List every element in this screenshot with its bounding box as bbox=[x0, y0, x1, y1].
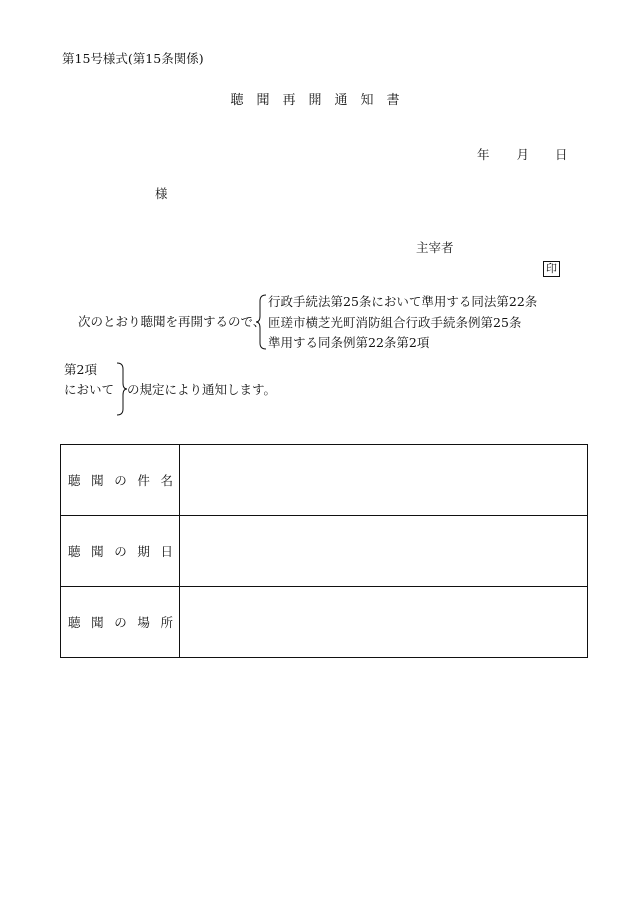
row-label-subject bbox=[61, 445, 180, 516]
presider-label: 主宰者 bbox=[416, 240, 454, 255]
brace2-line-1: 第2項 bbox=[64, 362, 97, 377]
row-label-date bbox=[61, 516, 180, 587]
row-value-subject[interactable] bbox=[180, 445, 588, 516]
label-char: 聞 bbox=[91, 473, 104, 488]
label-char: 所 bbox=[160, 615, 173, 630]
label-char: 聴 bbox=[68, 473, 81, 488]
addressee-suffix: 様 bbox=[155, 186, 168, 201]
option-line-2: 匝瑳市横芝光町消防組合行政手続条例第25条 bbox=[268, 315, 522, 330]
label-char: の bbox=[114, 615, 127, 630]
label-char: の bbox=[114, 544, 127, 559]
label-char: 聴 bbox=[68, 615, 81, 630]
label-char: 日 bbox=[160, 544, 173, 559]
brace2-line-2: において bbox=[64, 382, 115, 397]
date-day: 日 bbox=[555, 147, 568, 162]
option-line-3: 準用する同条例第22条第2項 bbox=[268, 335, 430, 350]
label-char: 聴 bbox=[68, 544, 81, 559]
document-title: 聴 聞 再 開 通 知 書 bbox=[230, 93, 400, 108]
label-char: の bbox=[114, 473, 127, 488]
form-number: 第15号様式(第15条関係) bbox=[62, 51, 204, 66]
row-label-place bbox=[61, 587, 180, 658]
left-brace bbox=[256, 294, 268, 350]
date-month: 月 bbox=[516, 147, 530, 162]
table-row bbox=[61, 445, 588, 516]
label-char: 期 bbox=[137, 544, 150, 559]
option-line-1: 行政手続法第25条において準用する同法第22条 bbox=[268, 294, 538, 309]
label-char: 聞 bbox=[91, 615, 104, 630]
intro-text: 次のとおり聴聞を再開するので、 bbox=[78, 314, 266, 329]
info-table bbox=[60, 444, 588, 658]
table-row bbox=[61, 516, 588, 587]
label-char: 件 bbox=[137, 473, 150, 488]
row-value-date[interactable] bbox=[180, 516, 588, 587]
label-char: 場 bbox=[137, 615, 150, 630]
date-year: 年 bbox=[477, 147, 490, 162]
closing-text: の規定により通知します。 bbox=[127, 382, 277, 397]
date-line bbox=[477, 149, 568, 162]
label-char: 名 bbox=[160, 473, 173, 488]
label-char: 聞 bbox=[91, 544, 104, 559]
row-value-place[interactable] bbox=[180, 587, 588, 658]
table-row bbox=[61, 587, 588, 658]
seal-mark: 印 bbox=[543, 261, 560, 277]
